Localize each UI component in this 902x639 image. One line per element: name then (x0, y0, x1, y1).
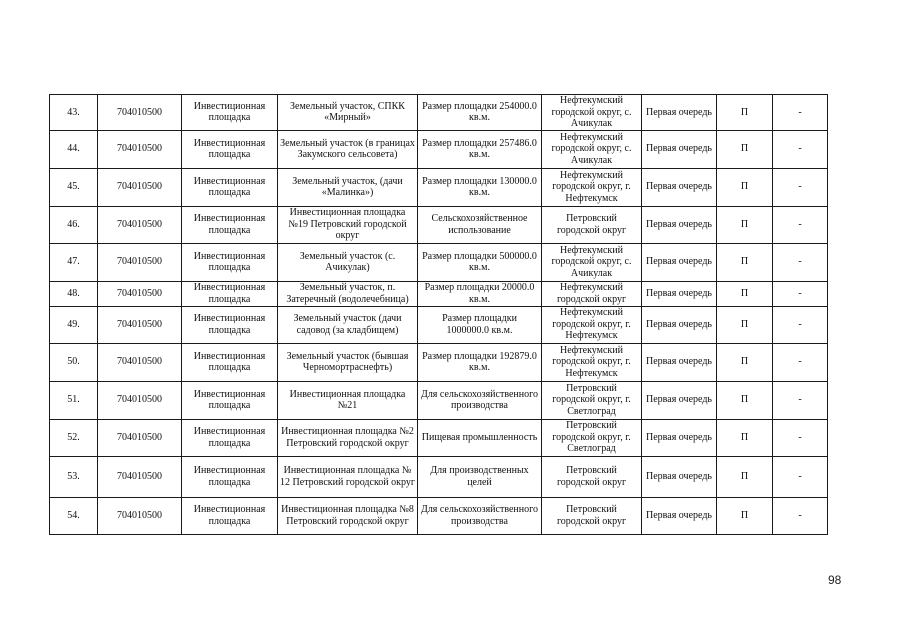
site-type-cell: Инвестиционная площадка (182, 456, 278, 497)
site-type-cell: Инвестиционная площадка (182, 381, 278, 419)
mark-cell: П (717, 206, 773, 243)
row-number-cell: 46. (50, 206, 98, 243)
row-number-cell: 49. (50, 306, 98, 343)
note-cell: - (773, 419, 828, 456)
priority-cell: Первая очередь (642, 243, 717, 281)
mark-cell: П (717, 381, 773, 419)
priority-cell: Первая очередь (642, 456, 717, 497)
mark-cell: П (717, 95, 773, 131)
row-number-cell: 45. (50, 168, 98, 206)
table-row (50, 168, 828, 206)
table-row (50, 456, 828, 497)
note-cell: - (773, 381, 828, 419)
location-cell: Нефтекумский городской округ, с. Ачикулак (542, 130, 642, 168)
row-number-cell: 44. (50, 130, 98, 168)
location-cell: Нефтекумский городской округ, с. Ачикулак (542, 243, 642, 281)
note-cell: - (773, 343, 828, 381)
site-type-cell: Инвестиционная площадка (182, 419, 278, 456)
site-type-cell: Инвестиционная площадка (182, 343, 278, 381)
table-row (50, 306, 828, 343)
code-cell: 704010500 (98, 419, 182, 456)
priority-cell: Первая очередь (642, 168, 717, 206)
characteristics-cell: Размер площадки 192879.0 кв.м. (418, 343, 542, 381)
site-name-cell: Земельный участок (дачи садовод (за кладбищем) (278, 306, 418, 343)
priority-cell: Первая очередь (642, 281, 717, 306)
characteristics-cell: Для производственных целей (418, 456, 542, 497)
note-cell: - (773, 281, 828, 306)
mark-cell: П (717, 456, 773, 497)
investment-sites-table (49, 94, 828, 535)
mark-cell: П (717, 168, 773, 206)
characteristics-cell: Размер площадки 130000.0 кв.м. (418, 168, 542, 206)
note-cell: - (773, 497, 828, 534)
code-cell: 704010500 (98, 243, 182, 281)
row-number-cell: 53. (50, 456, 98, 497)
site-type-cell: Инвестиционная площадка (182, 130, 278, 168)
note-cell: - (773, 243, 828, 281)
note-cell: - (773, 95, 828, 131)
priority-cell: Первая очередь (642, 306, 717, 343)
site-name-cell: Земельный участок, (дачи «Малинка») (278, 168, 418, 206)
note-cell: - (773, 130, 828, 168)
mark-cell: П (717, 130, 773, 168)
site-name-cell: Земельный участок, п. Затеречный (водолечебница) (278, 281, 418, 306)
characteristics-cell: Размер площадки 500000.0 кв.м. (418, 243, 542, 281)
note-cell: - (773, 306, 828, 343)
characteristics-cell: Размер площадки 1000000.0 кв.м. (418, 306, 542, 343)
site-name-cell: Инвестиционная площадка №19 Петровский городской округ (278, 206, 418, 243)
mark-cell: П (717, 306, 773, 343)
characteristics-cell: Сельскохозяйственное использование (418, 206, 542, 243)
code-cell: 704010500 (98, 381, 182, 419)
location-cell: Нефтекумский городской округ, г. Нефтекумск (542, 343, 642, 381)
page-number: 98 (828, 573, 842, 587)
table-row (50, 130, 828, 168)
characteristics-cell: Размер площадки 254000.0 кв.м. (418, 95, 542, 131)
site-type-cell: Инвестиционная площадка (182, 497, 278, 534)
code-cell: 704010500 (98, 206, 182, 243)
location-cell: Нефтекумский городской округ (542, 281, 642, 306)
characteristics-cell: Для сельскохозяйственного производства (418, 497, 542, 534)
site-name-cell: Земельный участок (с. Ачикулак) (278, 243, 418, 281)
mark-cell: П (717, 497, 773, 534)
row-number-cell: 50. (50, 343, 98, 381)
code-cell: 704010500 (98, 130, 182, 168)
site-type-cell: Инвестиционная площадка (182, 281, 278, 306)
table-row (50, 281, 828, 306)
location-cell: Нефтекумский городской округ, с. Ачикулак (542, 95, 642, 131)
priority-cell: Первая очередь (642, 497, 717, 534)
mark-cell: П (717, 343, 773, 381)
characteristics-cell: Размер площадки 257486.0 кв.м. (418, 130, 542, 168)
table-row (50, 95, 828, 131)
location-cell: Нефтекумский городской округ, г. Нефтекумск (542, 168, 642, 206)
note-cell: - (773, 168, 828, 206)
priority-cell: Первая очередь (642, 130, 717, 168)
mark-cell: П (717, 243, 773, 281)
code-cell: 704010500 (98, 497, 182, 534)
characteristics-cell: Размер площадки 20000.0 кв.м. (418, 281, 542, 306)
priority-cell: Первая очередь (642, 343, 717, 381)
site-name-cell: Инвестиционная площадка №2 Петровский городской округ (278, 419, 418, 456)
mark-cell: П (717, 281, 773, 306)
site-type-cell: Инвестиционная площадка (182, 243, 278, 281)
row-number-cell: 43. (50, 95, 98, 131)
row-number-cell: 48. (50, 281, 98, 306)
site-name-cell: Земельный участок (бывшая Черномортраснефть) (278, 343, 418, 381)
site-type-cell: Инвестиционная площадка (182, 168, 278, 206)
priority-cell: Первая очередь (642, 419, 717, 456)
site-type-cell: Инвестиционная площадка (182, 306, 278, 343)
location-cell: Петровский городской округ (542, 206, 642, 243)
site-name-cell: Земельный участок, СПКК «Мирный» (278, 95, 418, 131)
table-row (50, 206, 828, 243)
characteristics-cell: Пищевая промышленность (418, 419, 542, 456)
row-number-cell: 51. (50, 381, 98, 419)
code-cell: 704010500 (98, 168, 182, 206)
row-number-cell: 52. (50, 419, 98, 456)
site-type-cell: Инвестиционная площадка (182, 206, 278, 243)
row-number-cell: 54. (50, 497, 98, 534)
table-row (50, 381, 828, 419)
code-cell: 704010500 (98, 281, 182, 306)
table-row (50, 497, 828, 534)
table-row (50, 243, 828, 281)
code-cell: 704010500 (98, 306, 182, 343)
site-name-cell: Инвестиционная площадка №21 (278, 381, 418, 419)
code-cell: 704010500 (98, 343, 182, 381)
code-cell: 704010500 (98, 456, 182, 497)
location-cell: Петровский городской округ (542, 497, 642, 534)
code-cell: 704010500 (98, 95, 182, 131)
location-cell: Петровский городской округ, г. Светлоград (542, 381, 642, 419)
priority-cell: Первая очередь (642, 381, 717, 419)
location-cell: Нефтекумский городской округ, г. Нефтекумск (542, 306, 642, 343)
site-name-cell: Инвестиционная площадка №8 Петровский городской округ (278, 497, 418, 534)
location-cell: Петровский городской округ, г. Светлоград (542, 419, 642, 456)
location-cell: Петровский городской округ (542, 456, 642, 497)
site-name-cell: Земельный участок (в границах Закумского сельсовета) (278, 130, 418, 168)
mark-cell: П (717, 419, 773, 456)
row-number-cell: 47. (50, 243, 98, 281)
site-name-cell: Инвестиционная площадка № 12 Петровский городской округ (278, 456, 418, 497)
site-type-cell: Инвестиционная площадка (182, 95, 278, 131)
priority-cell: Первая очередь (642, 95, 717, 131)
table-row (50, 343, 828, 381)
note-cell: - (773, 206, 828, 243)
table-row (50, 419, 828, 456)
priority-cell: Первая очередь (642, 206, 717, 243)
characteristics-cell: Для сельскохозяйственного производства (418, 381, 542, 419)
note-cell: - (773, 456, 828, 497)
table-body (50, 95, 828, 535)
